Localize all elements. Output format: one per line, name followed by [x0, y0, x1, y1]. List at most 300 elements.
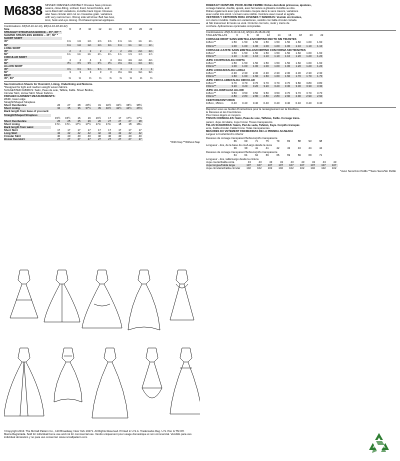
note-line: TELAS SUGERIDAS: Satén, Piel de seda, Tafetán, Faya. Corpiño transpar- [206, 123, 301, 127]
dress-line-drawings [4, 266, 200, 426]
row-label: Jupe circulaire/Falda circular [206, 167, 241, 171]
cell-value: 4 [123, 68, 133, 71]
cell-value: 32½ [105, 104, 112, 108]
cell-value: 3.20 [249, 85, 260, 88]
cell-value: 64 [244, 154, 248, 157]
cell-value: 18 [118, 122, 122, 126]
intro-line: seams, close-fitting, unlined, lined, boned bodice, and [45, 7, 110, 11]
cell-value: 10 [88, 28, 92, 32]
cell-value: 4 [69, 58, 71, 62]
row-label: 150cm** [206, 95, 227, 98]
cell-value: 42 [92, 132, 102, 135]
row-label: STRAIGHT STRAPLESS BODICE – 45", 60" * [4, 31, 61, 35]
cell-value: 43 [297, 146, 301, 150]
cell-value: 2 [62, 50, 72, 53]
english-column [4, 4, 200, 144]
cell-value: 2.30 [295, 71, 301, 75]
yardage-block [206, 89, 396, 98]
cell-value: 4 [113, 68, 123, 71]
row-label [206, 147, 227, 150]
cell-value: 1.00 [249, 65, 260, 68]
table-row [206, 34, 325, 37]
row-label: 150cm** [206, 65, 227, 68]
cell-value: 36 [72, 107, 82, 110]
cell-value: 1⅛ [72, 44, 82, 47]
size-value: 18 [298, 34, 302, 38]
intro-line: Robes également avec jupe circulaire coupée dans le sens travers, variations [206, 10, 299, 14]
cell-value: 0.40 [242, 102, 248, 106]
cell-value: 43 [247, 161, 251, 165]
french-spanish-column [206, 4, 396, 173]
table-row [4, 77, 154, 80]
cell-value: 3 [99, 70, 102, 74]
cell-value: 3½ [103, 62, 113, 65]
cell-value: 1⅛ [113, 44, 123, 47]
cell-value: 1⅝ [107, 40, 112, 44]
cell-value: 40 [118, 134, 122, 138]
cell-value: 14 [108, 28, 112, 32]
cell-value: 2.30 [263, 71, 269, 75]
row-label: Short Overbodice [4, 120, 51, 123]
french-spanish-notes [206, 108, 396, 135]
cell-value: 42 [102, 132, 112, 135]
block-table [206, 161, 338, 170]
cell-value: 1.60 [306, 61, 312, 65]
cell-value: ⅜ [129, 77, 132, 81]
footer-line: ©Copyright 2013. The McCall Pattern Co., 120 Broadway, New York 10271. All Rights Reserved. Printed in U.S.A. Trademarks Reg. U.S. Pat. & TM Off. [4, 430, 185, 433]
combinaisons: Combinaisons: A5(6-8-10-12-14), E5(14-16-18-20-22) [206, 31, 271, 35]
cell-value: 1⅞ [148, 52, 153, 56]
divider [4, 23, 200, 24]
cell-value: 1.60 [316, 61, 323, 65]
cell-value: 3.70 [274, 82, 280, 86]
table-row [4, 34, 154, 37]
instruction-line: Straight/Shaped Strapless [4, 101, 36, 105]
cell-value: 2.30 [252, 71, 259, 75]
cell-value: 1.20 [291, 65, 302, 68]
cell-value: 2 [82, 50, 92, 53]
cell-value: 0.40 [231, 102, 237, 106]
cell-value: 2.80 [227, 95, 238, 98]
cell-value: 8 [79, 28, 81, 32]
row-label: TAILLES/TALLAS [206, 34, 228, 38]
cell-value: 1.50 [274, 51, 280, 55]
intro-line: al hilo trasversal. El revés se verá. Cinturón con lazo, nudo y cierre de [206, 22, 290, 26]
yardage-block [206, 69, 396, 78]
cell-value: 3½ [82, 62, 92, 65]
block-heading: JUPE HI-LOW/FALDA HI-LOW [206, 89, 244, 93]
cell-value: 1.60 [270, 75, 281, 78]
cell-value: 1.50 [242, 41, 248, 45]
cell-value: 2.80 [270, 95, 281, 98]
cell-value: 43 [322, 161, 326, 165]
cell-value: 27 [82, 138, 92, 141]
cell-value: 64 [255, 154, 259, 157]
cell-value: 41 [255, 146, 259, 150]
cell-value: 4 [110, 58, 112, 62]
block-heading: Longueur - dos, de la base du cou/Largo desde la nuca [206, 143, 272, 147]
cell-value: 17¾ [95, 122, 101, 126]
intro-line: also have circular skirt cut on crosswise grain, variations [45, 13, 113, 17]
row-label: 115cm, 150cm [206, 102, 224, 106]
copyright-text [4, 430, 349, 439]
block-table [206, 140, 323, 143]
divider [206, 30, 396, 31]
row-label: SHORT SKIRT [4, 37, 62, 40]
cell-value: 26 [82, 120, 92, 123]
cell-value: 3⅛ [118, 70, 122, 74]
cell-value: 2 [113, 50, 123, 53]
cell-value: 102 [310, 167, 316, 171]
cell-value: 17½ [126, 116, 132, 120]
block-table [206, 102, 323, 105]
cell-value: 40 [67, 134, 71, 138]
yardage-block [206, 79, 396, 88]
cell-value: 1¾ [138, 40, 143, 44]
cell-value: 1¼ [143, 44, 153, 47]
cell-value: 3.50 [231, 92, 237, 96]
row-label: Straight/Shaped Strapless [4, 114, 51, 117]
pattern-number: M6838 [4, 4, 43, 18]
cell-value: 0.40 [274, 102, 280, 106]
cell-value: 4⅛ [128, 58, 132, 62]
row-label: 115cm* [206, 51, 215, 55]
cell-value: ⅜ [88, 77, 92, 81]
cell-value: 3 [69, 70, 71, 74]
cell-value: 66 [276, 154, 280, 157]
row-label: 115cm** [206, 92, 216, 96]
row-label: 60" [4, 44, 62, 47]
instruction-line: SUGGESTED FABRICS: Satin, Peau de soie, Taffeta, Faille. Sheer Bodice, [4, 89, 94, 93]
table-row [206, 45, 323, 48]
cell-value: 3½ [92, 62, 102, 65]
footer-line: Marca Registrada. Sold for individual home use and not for commercial use. Vendu uniquement pour usage domestique et non commercial. Vendido para uso [4, 433, 192, 437]
row-label: Hi-low Overskirt [4, 138, 51, 141]
cell-value: 3.20 [238, 85, 249, 88]
cell-value: 3⅞ [82, 68, 92, 71]
block-table [206, 52, 323, 58]
cell-value: 2.30 [274, 71, 280, 75]
cell-value: 3.20 [227, 85, 238, 88]
cell-value: 1.50 [263, 51, 269, 55]
table-row [206, 55, 323, 58]
table-row [206, 102, 323, 105]
cell-value: 0.40 [263, 102, 269, 106]
cell-value: 4 [79, 58, 81, 62]
cell-value: 1¾ [107, 52, 112, 56]
row-label: Jupe longue/Falda larga [206, 164, 241, 167]
cell-value: 1.10 [270, 55, 281, 58]
row-label: 60" [4, 62, 62, 65]
cell-value: 1.00 [281, 45, 292, 48]
cell-value: 2.90 [291, 95, 302, 98]
intro-line: with very narrow hem. Wrong side will show. Belt has bow, [45, 16, 115, 20]
finished-block [206, 151, 396, 157]
cell-value: 107 [273, 164, 284, 167]
cell-value: 1.50 [284, 41, 291, 45]
cell-value: 17½ [75, 122, 81, 126]
cell-value: 2 [72, 50, 82, 53]
cell-value: 15½ [65, 116, 71, 120]
row-label: SHAPED STRAPLESS BODICE – 45", 60" * [4, 34, 59, 38]
cell-value: 27 [123, 120, 133, 123]
cell-value: 1⅝ [118, 40, 122, 44]
size-value: 12 [266, 34, 270, 38]
cell-value: 102 [331, 167, 337, 171]
footer-line: individual doméstico y no para uso comercial. www.mccallpattern.com [4, 436, 88, 440]
cell-value: 1.50 [231, 61, 237, 65]
cell-value: 4⅛ [138, 58, 143, 62]
cell-value: 102 [321, 167, 326, 171]
cell-value: 3⅞ [103, 68, 113, 71]
cell-value: 1.70 [302, 75, 313, 78]
cell-value: 42 [276, 146, 280, 150]
cell-value: 39 [244, 146, 248, 150]
cell-value: 2 [103, 50, 113, 53]
cell-value: 2.90 [313, 95, 324, 98]
cell-value: 28 [133, 120, 143, 123]
block-table [206, 154, 323, 157]
cell-value: 102 [278, 167, 283, 171]
cell-value: 83 [287, 139, 291, 143]
cell-value: 27 [72, 138, 82, 141]
nap-note-fr: *Avec Sens/Con Pelillo **Sans Sens/Sin Pelillo [340, 170, 396, 174]
cell-value: 17½ [85, 122, 91, 126]
note-line: Pour tissus légers et moyens. [206, 114, 242, 118]
cell-value: 40½ [102, 107, 112, 110]
row-label: Back length from base of you neck [4, 110, 49, 114]
cell-value: 3⅛ [138, 70, 143, 74]
cell-value: 38½ [136, 104, 142, 108]
metric-yardage-blocks [206, 38, 396, 105]
yardage-block [206, 38, 396, 47]
row-label: Circular Skirt [4, 134, 21, 138]
cell-value: 1.00 [270, 45, 281, 48]
cell-value: 25 [61, 120, 71, 123]
block-table [206, 92, 323, 98]
cell-value: 107 [284, 164, 295, 167]
cell-value: 1.50 [274, 61, 280, 65]
cell-value: 3.70 [242, 82, 248, 86]
cell-value: 2.30 [284, 71, 291, 75]
title-block [4, 4, 200, 22]
cell-value: 25 [72, 120, 82, 123]
spanish-description [206, 16, 396, 28]
cell-value: 3.30 [313, 85, 324, 88]
cell-value: 1.00 [259, 65, 270, 68]
cell-value: 1.60 [281, 75, 292, 78]
cell-value: 2.30 [306, 71, 312, 75]
note-line: parent, Jupe circulaire, Jupe hi-low: Tissus transparents. [206, 120, 274, 124]
cell-value: 1¾ [148, 40, 153, 44]
table-row [206, 75, 323, 78]
cell-value: 2⅛ [133, 50, 143, 53]
cell-value: 1¾ [128, 40, 132, 44]
cell-value: 3.50 [263, 92, 269, 96]
row-label: 150cm** [206, 75, 227, 78]
cell-value: 3.30 [281, 85, 292, 88]
cell-value: 102 [257, 167, 262, 171]
cell-value: 75 [265, 139, 269, 143]
row-label: 45" [4, 50, 62, 53]
cell-value: 46½ [133, 107, 143, 110]
cell-value: 107 [327, 164, 338, 167]
cell-value: 20 [139, 28, 143, 32]
cell-value: 43 [301, 161, 305, 165]
cell-value: 18 [128, 122, 132, 126]
cell-value: 26 [57, 104, 61, 108]
cell-value: 43 [287, 146, 291, 150]
cell-value: 102 [246, 167, 251, 171]
cell-value: 69 [244, 139, 248, 143]
intro-line: VESTIDOS Y CINTURON PARA JOVENES Y SEÑORAS: Vestido sin tirantes, [206, 16, 302, 20]
cell-value: 3⅞ [72, 68, 82, 71]
cell-value: 29½ [85, 104, 91, 108]
cell-value: 15½ [54, 116, 61, 120]
cell-value: 1.00 [238, 65, 249, 68]
cell-value: 1¾ [87, 52, 92, 56]
row-label: 45" [4, 58, 9, 62]
cell-value: 42 [82, 132, 92, 135]
row-label: 45" [4, 68, 62, 71]
cell-value: 1.00 [227, 45, 238, 48]
intro-line: con cierre invisible. Falda con variaciones, vestido con falda circular cortada [206, 19, 297, 23]
cell-value: 1.60 [295, 51, 301, 55]
cell-value: 1.70 [313, 75, 324, 78]
note-line: Reportez-vous au feuillet d'Instructions pour le renseignement sur la Doublure, [206, 108, 300, 112]
cell-value: 1⅛ [62, 44, 72, 47]
cell-value: 40 [57, 134, 61, 138]
intro-line: semi-fitted skirt variations, invisible back zipper. Dresses [45, 10, 113, 14]
cell-value: 3 [89, 70, 92, 74]
cell-value: 1.70 [291, 75, 302, 78]
cell-value: 40 [97, 134, 101, 138]
row-label: 60" [4, 52, 9, 56]
size-value: 8 [247, 34, 249, 38]
cell-value: 17¾ [105, 122, 112, 126]
cell-value: 1.10 [259, 55, 270, 58]
cell-value: 22 [149, 28, 153, 32]
cell-value: 3.50 [252, 92, 259, 96]
cell-value: 17 [128, 128, 132, 132]
row-label: Short Overbodice [4, 104, 27, 108]
block-table [206, 82, 323, 88]
cell-value: 1.60 [259, 75, 270, 78]
cell-value: 88 [297, 139, 301, 143]
row-label: 115cm** [206, 41, 216, 45]
cell-value: 0.40 [306, 102, 312, 106]
cell-value: 40 [108, 134, 112, 138]
cell-value: 1¾ [67, 52, 71, 56]
cell-value: 16½ [95, 116, 101, 120]
cell-value: 43 [279, 161, 283, 165]
cell-value: 2⅛ [143, 50, 153, 53]
cell-value: 39 [92, 107, 102, 110]
cell-value: 26 [92, 120, 102, 123]
cell-value: ⅜ [68, 77, 71, 81]
cell-value: 66 [265, 154, 269, 157]
intro-line: knot, hook and eye closing. Purchased optional appliques. [45, 19, 115, 23]
cell-value: 1.50 [231, 41, 237, 45]
block-table [206, 147, 323, 150]
cell-value: 27 [102, 120, 112, 123]
cell-value: 1.60 [238, 75, 249, 78]
cell-value: 1¾ [77, 52, 81, 56]
cell-value: 1¼ [133, 44, 143, 47]
pattern-envelope-back [4, 4, 396, 456]
cell-value: 1.10 [302, 45, 313, 48]
cell-value: 1.60 [227, 75, 238, 78]
row-label: CIRCULAR SKIRT [4, 56, 62, 59]
cell-value: 3.70 [284, 82, 291, 86]
cell-value: 18 [128, 28, 132, 32]
cell-value: 1⅝ [97, 40, 102, 44]
cell-value: 1.20 [302, 55, 313, 58]
cell-value: 1¼ [123, 44, 133, 47]
table-row [206, 65, 323, 68]
cell-value: 1.50 [252, 61, 259, 65]
cell-value: 1.10 [313, 45, 324, 48]
recycle-icon [366, 432, 392, 456]
cell-value: 34 [51, 107, 61, 110]
cell-value: 3 [110, 70, 112, 74]
cell-value: 1.00 [249, 45, 260, 48]
cell-value: 27 [67, 104, 71, 108]
cell-value: 3.80 [306, 82, 312, 86]
cell-value: 71 [319, 154, 323, 157]
yardage-table [4, 28, 154, 80]
cell-value: 6 [69, 28, 71, 32]
cell-value: 27 [133, 138, 143, 141]
cell-value: 3½ [72, 62, 82, 65]
row-label: 115cm** [206, 61, 216, 65]
row-label: 115cm** [206, 82, 216, 86]
cell-value: 1.50 [284, 61, 291, 65]
block-heading: CEINTURE/CINTURON [206, 99, 235, 103]
size-value: 10 [256, 34, 260, 38]
cell-value: 3⅛ [128, 70, 132, 74]
cell-value: 43 [258, 161, 262, 165]
cell-value: 79 [276, 139, 280, 143]
row-label [206, 140, 227, 143]
block-heading: Dessous de corsage transparent/Sobrecorpiño transparente [206, 150, 278, 154]
cell-value: ⅜ [139, 77, 143, 81]
cell-value: 17 [67, 128, 71, 132]
cell-value: 0.40 [295, 102, 301, 106]
cell-value: 1.10 [291, 45, 302, 48]
cell-value: 102 [289, 167, 294, 171]
row-label: 150cm** [206, 45, 227, 48]
intro-line: corchete. Aplicaciones opcionales compradas. [206, 25, 262, 29]
cell-value: 1.50 [263, 41, 269, 45]
cell-value: 40 [128, 134, 132, 138]
cell-value: 4⅛ [118, 58, 122, 62]
cell-value: 42 [51, 132, 61, 135]
cell-value: 1.00 [259, 45, 270, 48]
cell-value: 1.50 [252, 41, 259, 45]
cell-value: 27 [123, 138, 133, 141]
row-label: Short Lining [4, 122, 20, 126]
cell-value: 1.60 [249, 75, 260, 78]
cell-value: 1.20 [313, 55, 324, 58]
nap-note: *With Nap **Without Nap [170, 140, 200, 144]
instruction-line: FINISHED GARMENT MEASUREMENTS: [4, 95, 56, 99]
cell-value: 40 [77, 134, 81, 138]
size-value: 14 [277, 34, 281, 38]
block-heading: Longueur - dos, taille/Largo desde la cintura [206, 158, 259, 162]
cell-value: 3.70 [231, 82, 237, 86]
cell-value: 31 [97, 104, 101, 108]
